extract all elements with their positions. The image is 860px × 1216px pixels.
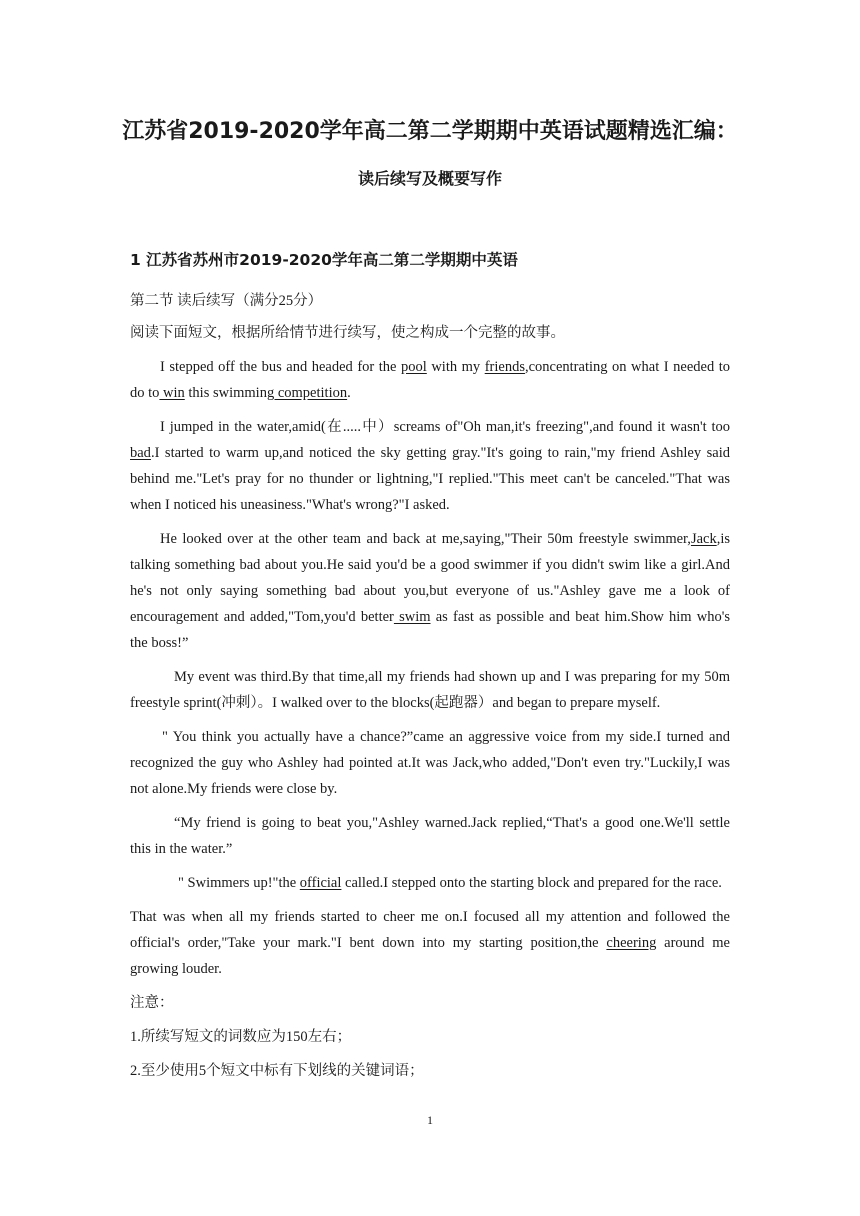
keyword-competition: g competition xyxy=(266,385,348,401)
note-label: 注意： xyxy=(130,995,174,1011)
paragraph-1: I stepped off the bus and headed for the pool with my friends,concentrating on what I needed to do to win this swimming competition. xyxy=(130,359,730,401)
paragraph-7: " Swimmers up!"the official called.I stepped onto the starting block and prepared for the race. xyxy=(178,875,722,891)
instruction-text: 阅读下面短文，根据所给情节进行续写，使之构成一个完整的故事。 xyxy=(130,325,565,341)
document-subtitle: 读后续写及概要写作 xyxy=(357,169,502,188)
paragraph-5: " You think you actually have a chance?”came an aggressive voice from my side.I turned and recognized the guy who Ashley had pointed at.It was Jack,who added,"Don't even try."Luckily,I was not alone.My friends were close by. xyxy=(130,729,730,797)
keyword-bad: bad xyxy=(130,445,151,461)
section-heading: 1 江苏省苏州市2019-2020学年高二第二学期期中英语 xyxy=(130,251,518,269)
note-item-2: 2.至少使用5个短文中标有下划线的关键词语； xyxy=(130,1063,424,1079)
part-label xyxy=(130,288,730,314)
story-text xyxy=(130,354,730,1084)
paragraph-6: “My friend is going to beat you,"Ashley warned.Jack replied,“That's a good one.We'll settle this in the water.” xyxy=(130,815,730,857)
page-number: 1 xyxy=(427,1113,433,1127)
keyword-official: official xyxy=(299,875,342,891)
paragraph-3: He looked over at the other team and back at me,saying,"Their 50m freestyle swimmer,Jack,is talking something bad about you.He said you'd be a good swimmer if you didn't swim like a girl.And he's not only saying something bad about you,but everyone of us."Ashley gave me a look of encouragement and added,"Tom,you'd better swim as fast as possible and beat him.Show him who's the boss!” xyxy=(130,531,730,651)
keyword-swim: swim xyxy=(393,609,431,625)
keyword-win: win xyxy=(159,385,185,401)
document-title: 江苏省2019-2020学年高二第二学期期中英语试题精选汇编： xyxy=(122,119,738,144)
keyword-cheering: cheering xyxy=(606,935,657,951)
paragraph-4: My event was third.By that time,all my friends had shown up and I was preparing for my 50m freestyle sprint(冲刺）。I walked over to the blocks(起跑器）and began to prepare myself. xyxy=(130,669,730,711)
keyword-pool: pool xyxy=(401,359,427,375)
note-item-1: 1.所续写短文的词数应为150左右； xyxy=(130,1029,352,1045)
instruction xyxy=(130,320,730,346)
paragraph-8: That was when all my friends started to cheer me on.I focused all my attention and followed the official's order,"Take your mark."I bent down into my starting position,the cheering around me growing louder. xyxy=(130,909,730,977)
keyword-jack: Jack xyxy=(690,531,717,547)
paragraph-2: I jumped in the water,amid(在.....中）screams of"Oh man,it's freezing",and found it wasn't too bad.I started to warm up,and noticed the sky getting gray."It's going to rain,"my friend Ashley said behind me."Let's pray for no thunder or lightning,"I replied."This meet can't be canceled."That was when I noticed his uneasiness."What's wrong?"I asked. xyxy=(130,419,730,513)
keyword-friends: friends xyxy=(484,359,525,375)
part-label-text: 第二节 读后续写（满分25分） xyxy=(130,293,323,309)
